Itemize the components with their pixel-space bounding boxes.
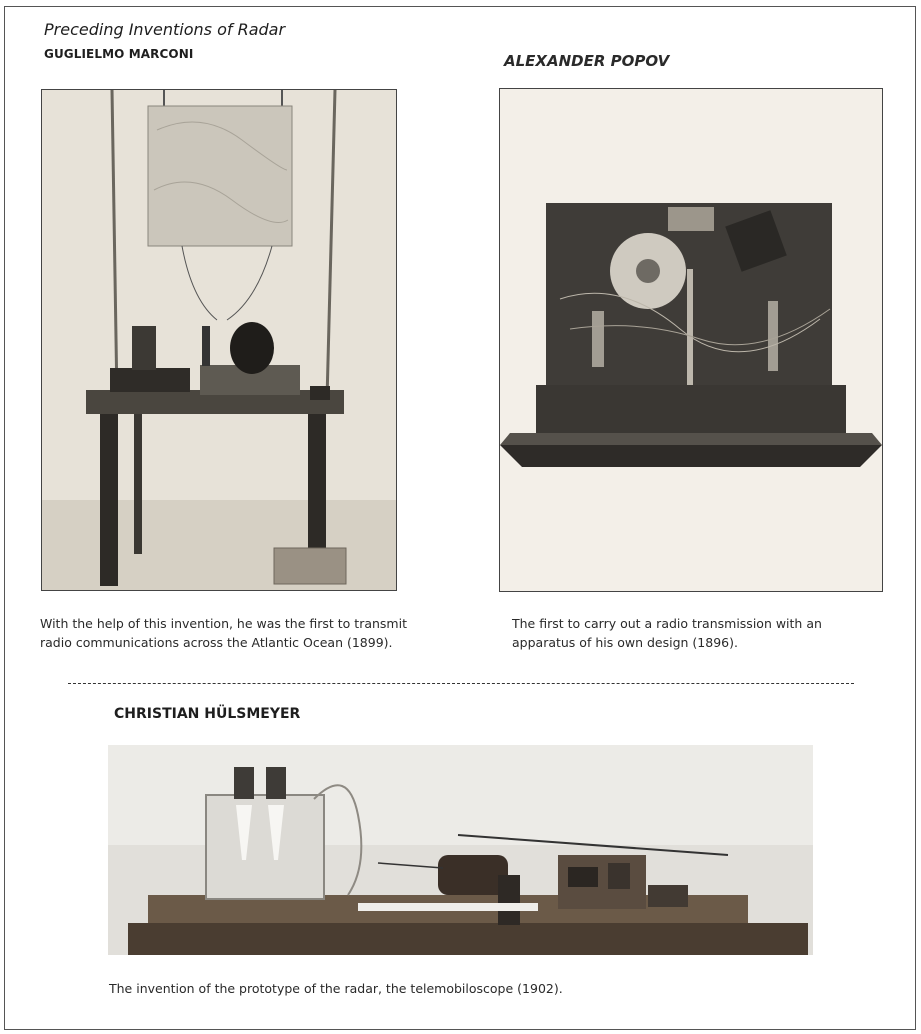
marconi-caption xyxy=(40,614,407,652)
hulsmeyer-photo xyxy=(108,745,813,955)
popov-photo xyxy=(499,88,883,592)
hulsmeyer-caption: The invention of the prototype of the radar, the telemobiloscope (1902). xyxy=(109,981,563,996)
section-divider xyxy=(68,683,854,684)
marconi-heading: GUGLIELMO MARCONI xyxy=(44,47,194,61)
marconi-caption-line-2: radio communications across the Atlantic Ocean (1899). xyxy=(40,635,393,650)
popov-caption-line-1: The first to carry out a radio transmission with an xyxy=(512,616,822,631)
marconi-caption-line-1: With the help of this invention, he was the first to transmit xyxy=(40,616,407,631)
popov-heading: ALEXANDER POPOV xyxy=(504,52,670,70)
marconi-photo xyxy=(41,89,397,591)
page-title: Preceding Inventions of Radar xyxy=(44,20,286,39)
popov-caption xyxy=(512,614,822,652)
popov-caption-line-2: apparatus of his own design (1896). xyxy=(512,635,738,650)
hulsmeyer-heading: CHRISTIAN HÜLSMEYER xyxy=(114,706,301,722)
